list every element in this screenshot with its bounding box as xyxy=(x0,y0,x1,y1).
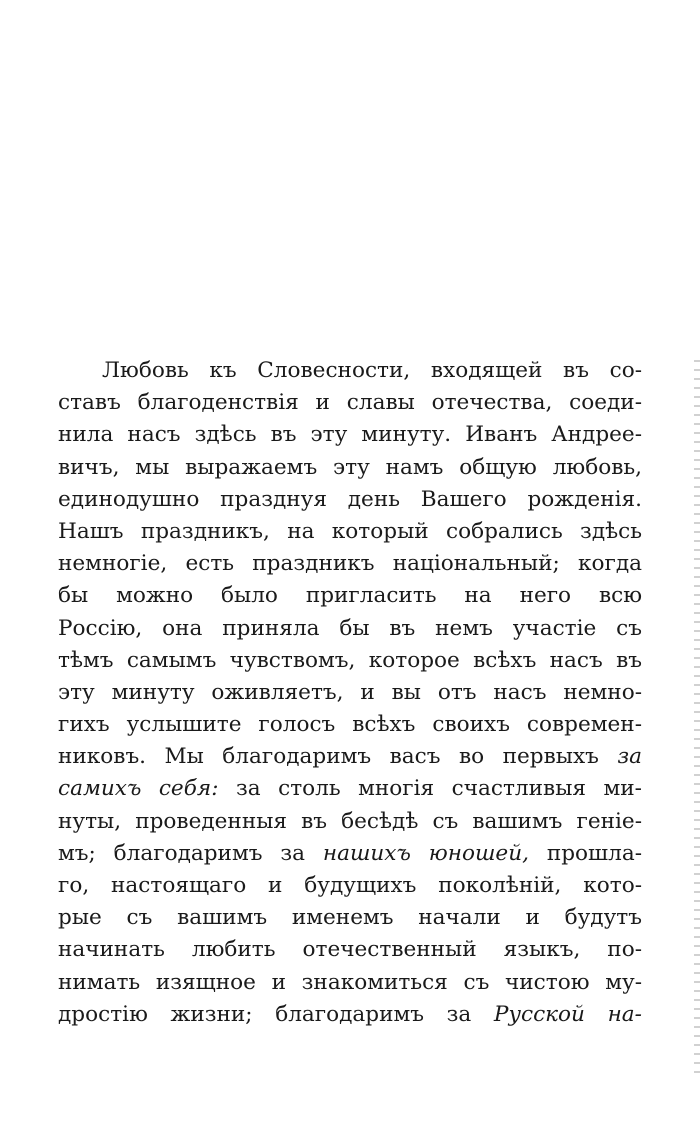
text-line xyxy=(58,741,642,773)
text-segment: единодушно празднуя день Вашего рожденія. xyxy=(58,486,642,512)
text-segment: за столь многія счастливыя ми- xyxy=(218,776,642,802)
text-line xyxy=(58,870,642,902)
text-segment: Любовь къ Словесности, входящей въ со- xyxy=(102,358,642,383)
text-line xyxy=(58,580,642,612)
text-line xyxy=(58,806,642,838)
text-line xyxy=(58,677,642,709)
text-segment: вичъ, мы выражаемъ эту намъ общую любовь, xyxy=(58,454,642,480)
text-line xyxy=(58,934,642,966)
italic-text-segment: Русской на- xyxy=(493,1001,642,1027)
text-line xyxy=(58,387,642,419)
text-line xyxy=(58,516,642,548)
text-line xyxy=(58,773,642,805)
text-line xyxy=(58,452,642,484)
text-segment: ставъ благоденствія и славы отечества, соеди- xyxy=(58,390,642,416)
text-line xyxy=(58,999,642,1031)
text-line xyxy=(58,709,642,741)
text-segment: бы можно было пригласить на него всю xyxy=(58,583,642,609)
text-line xyxy=(58,355,642,387)
text-segment: рые съ вашимъ именемъ начали и будутъ xyxy=(58,905,642,931)
text-segment: мъ; благодаримъ за xyxy=(58,840,323,866)
text-segment: дростію жизни; благодаримъ за xyxy=(58,1001,494,1027)
text-segment: гихъ услышите голосъ всѣхъ своихъ современ- xyxy=(58,712,642,738)
text-segment: нуты, проведенныя въ бесѣдѣ съ вашимъ геніе- xyxy=(58,808,642,834)
text-line xyxy=(58,548,642,580)
text-segment: прошла- xyxy=(528,840,642,866)
italic-text-segment: нашихъ юношей, xyxy=(322,840,529,866)
text-segment: начинать любить отечественный языкъ, по- xyxy=(58,937,642,963)
text-segment: никовъ. Мы благодаримъ васъ во первыхъ xyxy=(58,744,618,770)
italic-text-segment: за xyxy=(617,744,642,770)
text-line xyxy=(58,484,642,516)
text-line xyxy=(58,419,642,451)
text-segment: го, настоящаго и будущихъ поколѣній, кото- xyxy=(58,873,642,898)
text-segment: тѣмъ самымъ чувствомъ, которое всѣхъ насъ въ xyxy=(58,647,642,673)
text-line xyxy=(58,613,642,645)
text-segment: Россію, она приняла бы въ немъ участіе съ xyxy=(58,615,642,641)
text-line xyxy=(58,902,642,934)
text-segment: нимать изящное и знакомиться съ чистою му- xyxy=(58,969,642,995)
italic-text-segment: самихъ себя: xyxy=(58,776,219,802)
text-line xyxy=(58,838,642,870)
text-segment: эту минуту оживляетъ, и вы отъ насъ немно- xyxy=(58,679,642,705)
body-paragraph xyxy=(58,355,642,1031)
text-segment: немногіе, есть праздникъ національный; когда xyxy=(58,551,642,577)
text-line xyxy=(58,967,642,999)
text-line xyxy=(58,645,642,677)
page-edge-shadow xyxy=(694,360,700,1080)
text-segment: Нашъ праздникъ, на который собрались здѣсь xyxy=(58,518,642,544)
text-segment: нила насъ здѣсь въ эту минуту. Иванъ Андрее- xyxy=(58,422,642,448)
